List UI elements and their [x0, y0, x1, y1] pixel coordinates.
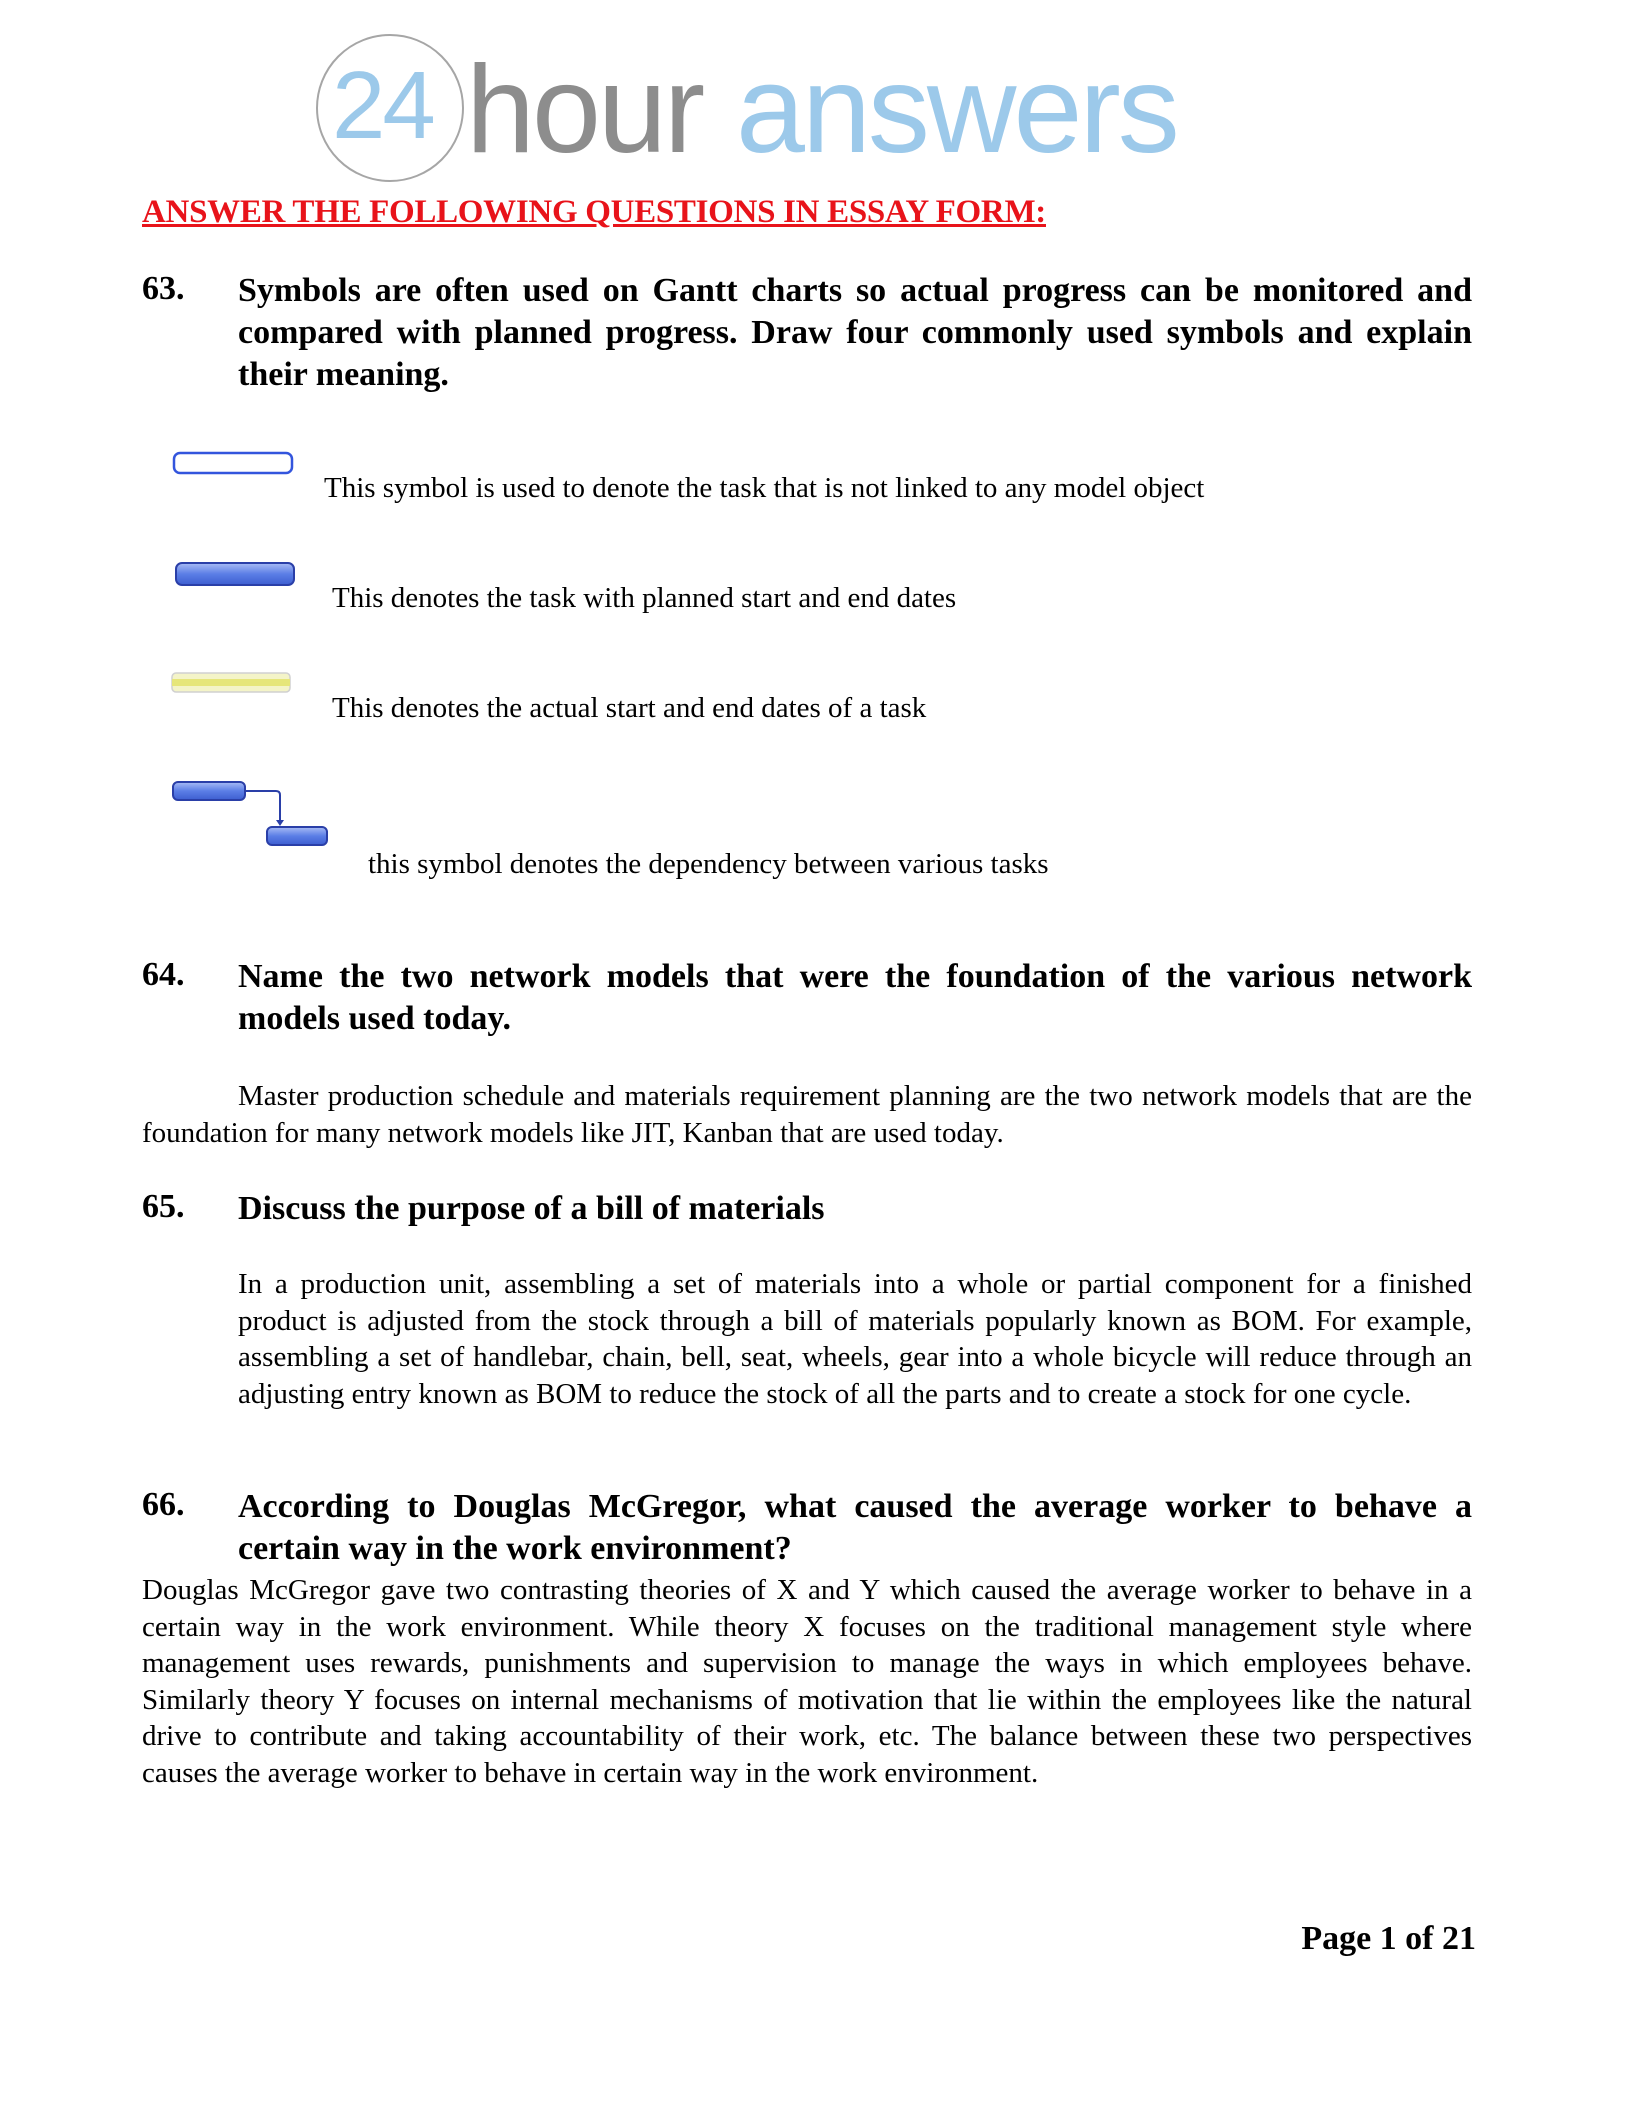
logo [316, 34, 1236, 184]
page-heading: ANSWER THE FOLLOWING QUESTIONS IN ESSAY FORM: [142, 194, 1046, 230]
logo-word-hour: hour [466, 41, 703, 179]
answer-64: Master production schedule and materials requirement planning are the two network models that are the foundation for many network models like JIT, Kanban that are used today. [142, 1080, 1472, 1149]
actual-progress-bar-icon [170, 670, 294, 696]
logo-number: 24 [332, 52, 433, 159]
question-number-65: 65. [142, 1188, 185, 1225]
symbol-description-1: This symbol is used to denote the task that is not linked to any model object [324, 472, 1205, 504]
question-text-64: Name the two network models that were the foundation of the various network models used today. [238, 958, 1472, 1037]
logo-word-answers: answers [736, 41, 1177, 179]
answer-66: Douglas McGregor gave two contrasting theories of X and Y which caused the average worker to behave in a certain way in the work environment. While theory X focuses on the traditional management style where management uses rewards, punishments and supervision to manage the ways in which employees behave. Similarly theory Y focuses on internal mechanisms of motivation that lie within the employees like the natural drive to contribute and taking accountability of their work, etc. The balance between these two perspectives causes the average worker to behave in certain way in the work environment. [142, 1574, 1472, 1789]
question-number-64: 64. [142, 956, 185, 993]
empty-task-bar-icon [172, 450, 296, 478]
dependency-link-icon [170, 776, 334, 852]
symbol-description-2: This denotes the task with planned start and end dates [332, 582, 957, 614]
question-number-63: 63. [142, 270, 185, 307]
question-text-65: Discuss the purpose of a bill of materials [238, 1190, 825, 1227]
planned-task-bar-icon [174, 560, 298, 590]
symbol-description-4: this symbol denotes the dependency between various tasks [368, 848, 1049, 880]
question-text-66: According to Douglas McGregor, what caused the average worker to behave a certain way in the work environment? [238, 1488, 1472, 1567]
question-text-63: Symbols are often used on Gantt charts so actual progress can be monitored and compared with planned progress. Draw four commonly used symbols and explain their meaning. [238, 272, 1472, 393]
answer-65: In a production unit, assembling a set of materials into a whole or partial component for a finished product is adjusted from the stock through a bill of materials popularly known as BOM. For example, assembling a set of handlebar, chain, bell, seat, wheels, gear into a whole bicycle will reduce through an adjusting entry known as BOM to reduce the stock of all the parts and to create a stock for one cycle. [238, 1268, 1472, 1410]
question-number-66: 66. [142, 1486, 185, 1523]
page-number: Page 1 of 21 [1301, 1920, 1476, 1957]
symbol-description-3: This denotes the actual start and end dates of a task [332, 692, 927, 724]
